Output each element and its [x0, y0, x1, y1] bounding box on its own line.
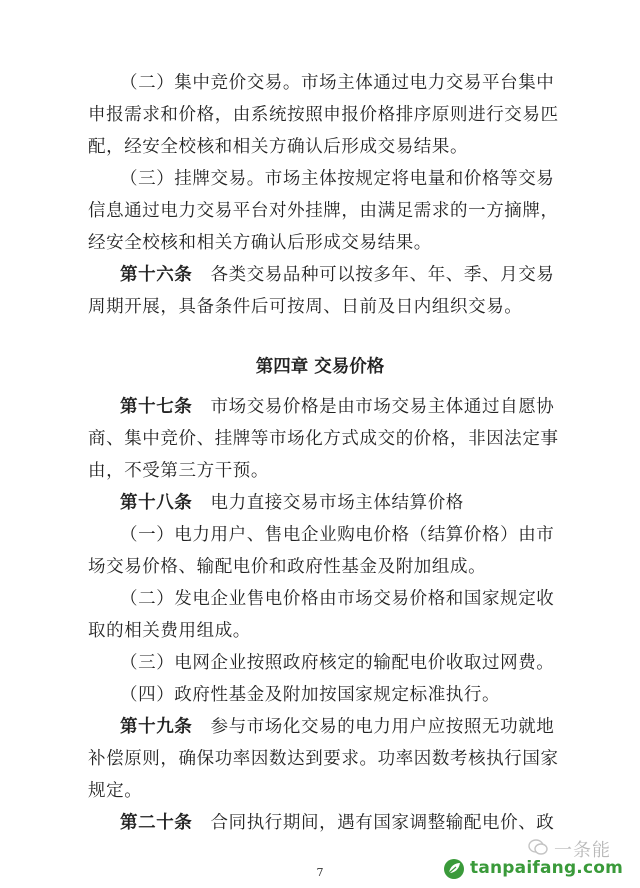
article-number: 第十六条: [120, 265, 193, 285]
paragraph-line: 场交易价格、输配电价和政府性基金及附加组成。: [88, 557, 487, 577]
paragraph-line: （三）挂牌交易。市场主体按规定将电量和价格等交易: [120, 169, 555, 189]
paragraph-line: （一）电力用户、售电企业购电价格（结算价格）由市: [120, 525, 555, 545]
site-watermark[interactable]: tanpaifang.com: [470, 858, 624, 878]
paragraph-line: 由，不受第三方干预。: [88, 461, 269, 481]
paragraph-line: 配，经安全校核和相关方确认后形成交易结果。: [88, 137, 469, 157]
article-line: 第二十条 合同执行期间，遇有国家调整输配电价、政: [120, 813, 555, 833]
paragraph-line: 规定。: [88, 781, 143, 801]
article-line: 第十九条 参与市场化交易的电力用户应按照无功就地: [120, 717, 555, 737]
paragraph-line: 信息通过电力交易平台对外挂牌，由满足需求的一方摘牌，: [88, 201, 559, 221]
paragraph-line: 补偿原则，确保功率因数达到要求。功率因数考核执行国家: [88, 749, 559, 769]
article-number: 第十八条: [120, 493, 193, 513]
paragraph-line: （二）集中竞价交易。市场主体通过电力交易平台集中: [120, 73, 555, 93]
paragraph-line: 商、集中竞价、挂牌等市场化方式成交的价格，非因法定事: [88, 429, 559, 449]
paragraph-line: （四）政府性基金及附加按国家规定标准执行。: [120, 685, 501, 705]
paragraph-line: 取的相关费用组成。: [88, 621, 251, 641]
article-number: 第十九条: [120, 717, 193, 737]
article-line: 第十七条 市场交易价格是由市场交易主体通过自愿协: [120, 397, 555, 417]
chapter-heading: 第四章 交易价格: [255, 357, 385, 377]
article-number: 第十七条: [120, 397, 193, 417]
paragraph-line: （三）电网企业按照政府核定的输配电价收取过网费。: [120, 653, 555, 673]
page-number: 7: [316, 866, 324, 879]
paragraph-line: （二）发电企业售电价格由市场交易价格和国家规定收: [120, 589, 555, 609]
paragraph-line: 经安全校核和相关方确认后形成交易结果。: [88, 233, 432, 253]
article-line: 第十六条 各类交易品种可以按多年、年、季、月交易: [120, 265, 555, 285]
paragraph-line: 周期开展，具备条件后可按周、日前及日内组织交易。: [88, 297, 523, 317]
paragraph-line: 申报需求和价格，由系统按照申报价格排序原则进行交易匹: [88, 105, 559, 125]
watermark-text: 一条能: [554, 840, 611, 861]
wechat-icon: [528, 838, 548, 856]
article-line: 第十八条 电力直接交易市场主体结算价格: [120, 493, 464, 513]
article-number: 第二十条: [120, 813, 193, 833]
leaf-logo-icon: [443, 858, 465, 880]
